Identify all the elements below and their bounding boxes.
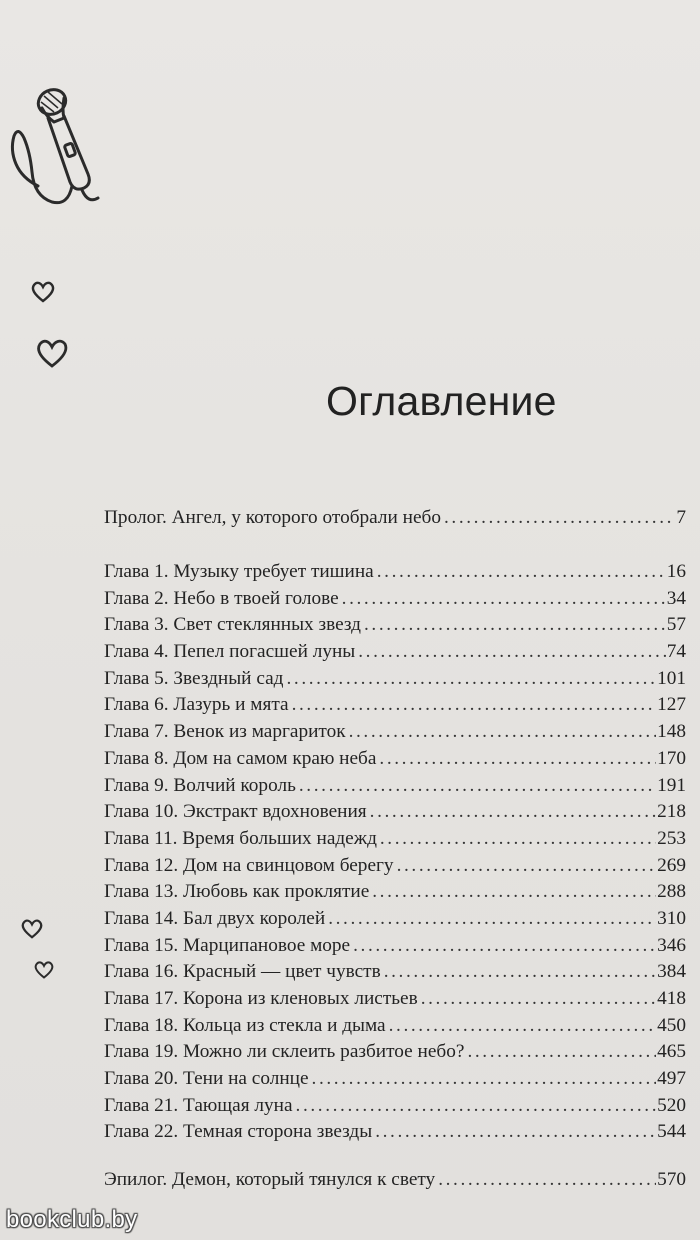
toc-row bbox=[104, 586, 686, 613]
dot-leader bbox=[292, 692, 657, 719]
toc-row bbox=[104, 826, 686, 853]
toc-row bbox=[104, 559, 686, 586]
dot-leader bbox=[377, 559, 666, 586]
dot-leader bbox=[384, 959, 656, 986]
toc-entry-label: Глава 6. Лазурь и мята bbox=[104, 694, 289, 716]
dot-leader bbox=[444, 505, 675, 532]
heart-icon bbox=[33, 960, 55, 980]
dot-leader bbox=[353, 933, 656, 960]
toc-page-number: 450 bbox=[657, 1014, 686, 1036]
toc-entry-label: Глава 1. Музыку требует тишина bbox=[104, 561, 374, 582]
toc-row bbox=[104, 773, 686, 800]
toc-entry-label: Глава 2. Небо в твоей голове bbox=[104, 587, 339, 609]
toc-row bbox=[104, 933, 686, 960]
toc-row bbox=[104, 853, 686, 880]
heart-icon bbox=[34, 338, 70, 370]
toc-entry-label: Глава 15. Марципановое море bbox=[104, 934, 351, 956]
dot-leader bbox=[328, 906, 656, 933]
dot-leader bbox=[375, 1119, 656, 1146]
toc-row bbox=[104, 1167, 686, 1194]
toc-entry-label: Глава 9. Волчий король bbox=[104, 774, 296, 796]
toc-page-number: 191 bbox=[657, 774, 686, 796]
toc-row bbox=[104, 1013, 686, 1040]
toc-entry-label: Глава 13. Любовь как проклятие bbox=[104, 881, 370, 903]
toc-page-number: 570 bbox=[657, 1169, 686, 1190]
toc-entry-label: Глава 18. Кольца из стекла и дыма bbox=[104, 1014, 386, 1036]
toc-chapter-list bbox=[104, 559, 686, 1146]
dot-leader bbox=[421, 986, 656, 1013]
microphone-icon bbox=[8, 82, 104, 218]
toc-page-number: 7 bbox=[676, 507, 686, 528]
toc-entry-label: Глава 10. Экстракт вдохновения bbox=[104, 801, 367, 823]
toc-entry-label: Глава 21. Тающая луна bbox=[104, 1094, 293, 1116]
toc-page-number: 170 bbox=[657, 747, 686, 769]
dot-leader bbox=[358, 639, 665, 666]
toc-page-number: 465 bbox=[657, 1041, 686, 1063]
toc-row bbox=[104, 719, 686, 746]
toc-entry-label: Глава 14. Бал двух королей bbox=[104, 907, 326, 929]
toc-row bbox=[104, 986, 686, 1013]
dot-leader bbox=[370, 799, 656, 826]
toc-page-number: 74 bbox=[666, 641, 686, 663]
toc-page-number: 101 bbox=[657, 667, 686, 689]
watermark: bookclub.by bbox=[6, 1206, 138, 1233]
toc-entry-label: Глава 7. Венок из маргариток bbox=[104, 721, 346, 743]
dot-leader bbox=[438, 1167, 656, 1194]
toc-page-number: 34 bbox=[666, 587, 686, 609]
toc-page-number: 497 bbox=[657, 1068, 686, 1090]
toc-page-number: 418 bbox=[657, 988, 686, 1009]
toc-entry-label: Глава 3. Свет стеклянных звезд bbox=[104, 614, 361, 636]
toc-row bbox=[104, 959, 686, 986]
toc-page-number: 544 bbox=[657, 1121, 686, 1143]
dot-leader bbox=[380, 826, 656, 853]
toc-entry-label: Пролог. Ангел, у которого отобрали небо bbox=[104, 507, 441, 528]
toc-page-number: 520 bbox=[657, 1094, 686, 1116]
heart-icon bbox=[30, 280, 56, 304]
toc-entry-label: Глава 19. Можно ли склеить разбитое небо? bbox=[104, 1041, 465, 1063]
dot-leader bbox=[397, 853, 657, 880]
toc-page-number: 148 bbox=[657, 721, 686, 743]
toc-page-number: 384 bbox=[657, 961, 686, 983]
toc-row bbox=[104, 879, 686, 906]
toc-page-number: 253 bbox=[657, 827, 686, 849]
toc-entry-label: Глава 5. Звездный сад bbox=[104, 667, 284, 689]
toc-entry-label: Глава 11. Время больших надежд bbox=[104, 827, 377, 849]
heart-icon bbox=[20, 918, 44, 940]
toc-entry-label: Глава 16. Красный — цвет чувств bbox=[104, 961, 381, 983]
toc-page-number: 127 bbox=[657, 694, 686, 716]
toc-row bbox=[104, 1039, 686, 1066]
dot-leader bbox=[296, 1093, 657, 1120]
toc-entry-label: Глава 12. Дом на свинцовом берегу bbox=[104, 854, 394, 876]
toc-page-number: 16 bbox=[666, 561, 686, 582]
toc-row bbox=[104, 799, 686, 826]
dot-leader bbox=[286, 666, 656, 693]
toc-row bbox=[104, 505, 686, 532]
toc-row bbox=[104, 906, 686, 933]
toc-epilogue bbox=[104, 1167, 686, 1194]
toc-page-number: 269 bbox=[657, 854, 686, 876]
toc-prologue bbox=[104, 505, 686, 532]
toc-row bbox=[104, 1066, 686, 1093]
dot-leader bbox=[342, 586, 666, 613]
toc-page-number: 288 bbox=[657, 881, 686, 903]
toc-row bbox=[104, 1093, 686, 1120]
toc-entry-label: Эпилог. Демон, который тянулся к свету bbox=[104, 1169, 436, 1190]
toc-entry-label: Глава 8. Дом на самом краю неба bbox=[104, 747, 377, 769]
toc-entry-label: Глава 22. Темная сторона звезды bbox=[104, 1121, 373, 1143]
dot-leader bbox=[349, 719, 656, 746]
dot-leader bbox=[372, 879, 656, 906]
toc-page-number: 346 bbox=[657, 934, 686, 956]
toc-entry-label: Глава 20. Тени на солнце bbox=[104, 1068, 309, 1090]
toc-page-number: 218 bbox=[657, 801, 686, 823]
dot-leader bbox=[467, 1039, 656, 1066]
dot-leader bbox=[299, 773, 656, 800]
toc-page-number: 57 bbox=[666, 614, 686, 636]
toc-page-number: 310 bbox=[657, 907, 686, 929]
dot-leader bbox=[364, 612, 666, 639]
toc-row bbox=[104, 692, 686, 719]
toc-row bbox=[104, 666, 686, 693]
toc-row bbox=[104, 746, 686, 773]
toc-row bbox=[104, 1119, 686, 1146]
dot-leader bbox=[379, 746, 656, 773]
dot-leader bbox=[312, 1066, 657, 1093]
toc-row bbox=[104, 612, 686, 639]
page-title: Оглавление bbox=[326, 378, 557, 424]
dot-leader bbox=[389, 1013, 656, 1040]
toc-row bbox=[104, 639, 686, 666]
toc-entry-label: Глава 17. Корона из кленовых листьев bbox=[104, 988, 418, 1009]
toc-entry-label: Глава 4. Пепел погасшей луны bbox=[104, 641, 356, 663]
